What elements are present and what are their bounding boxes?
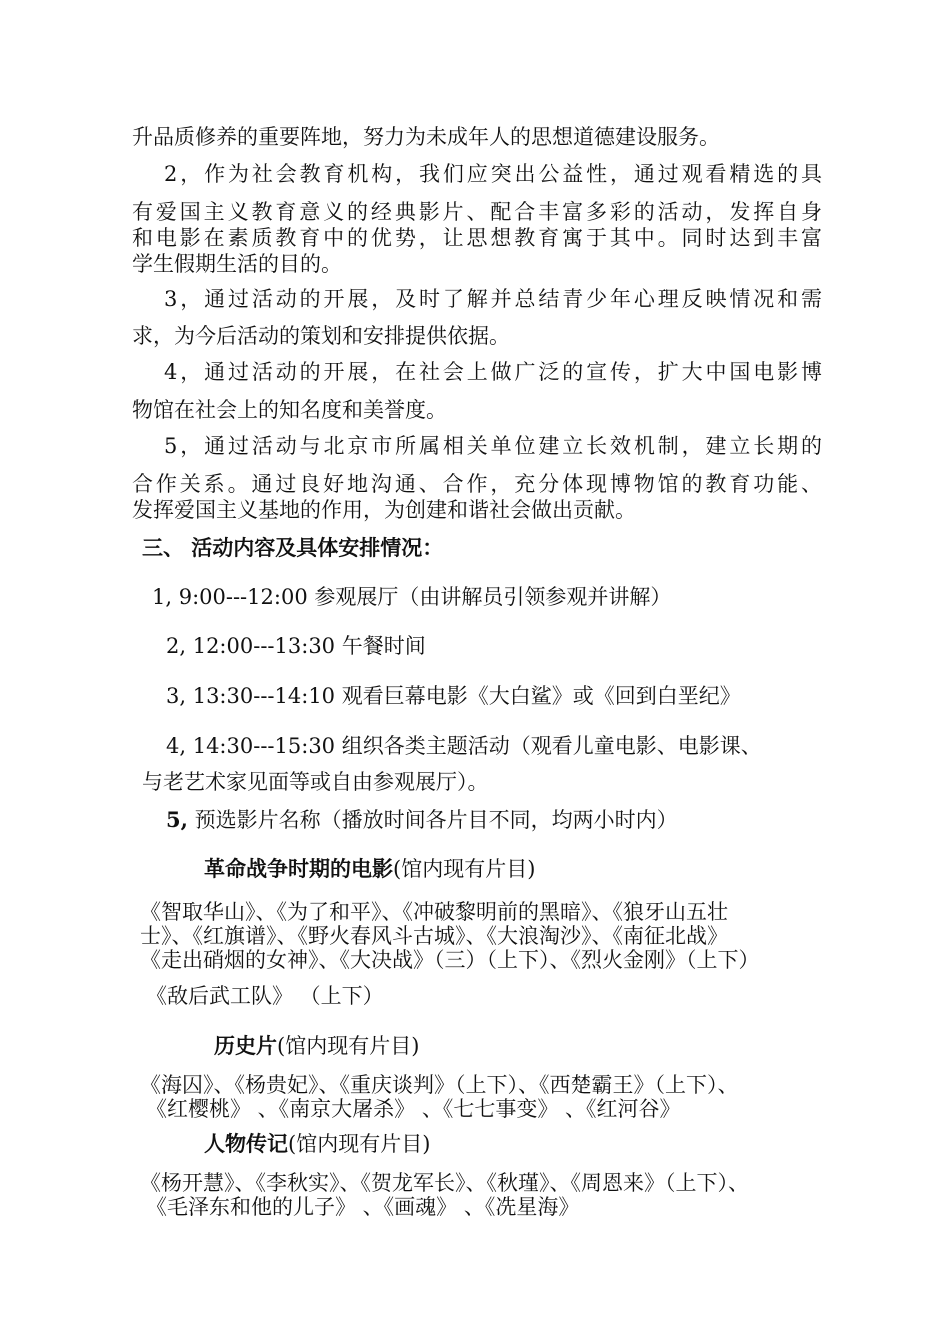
film-list-line: 《红樱桃》 、《南京大屠杀》 、《七七事变》 、《红河谷》 — [146, 1097, 681, 1121]
category-title: 革命战争时期的电影 — [204, 856, 393, 881]
schedule-item: 4, 14:30---15:30 组织各类主题活动（观看儿童电影、电影课、 — [166, 734, 762, 758]
paragraph-line: 求，为今后活动的策划和安排提供依据。 — [132, 324, 510, 348]
paragraph-line: 发挥爱国主义基地的作用，为创建和谐社会做出贡献。 — [132, 498, 636, 522]
schedule-item — [166, 806, 856, 834]
paragraph-line: 4，通过活动的开展，在社会上做广泛的宣传，扩大中国电影博 — [164, 360, 822, 384]
film-category-heading — [204, 855, 894, 883]
item-text: 预选影片名称（播放时间各片目不同，均两小时内） — [187, 808, 678, 832]
schedule-item-continued: 与老艺术家见面等或自由参观展厅）。 — [142, 770, 489, 794]
paragraph-line: 3，通过活动的开展，及时了解并总结青少年心理反映情况和需 — [164, 287, 822, 311]
film-list-line: 《敌后武工队》 （上下） — [146, 984, 384, 1008]
paragraph-line: 物馆在社会上的知名度和美誉度。 — [132, 398, 447, 422]
paragraph-line: 5，通过活动与北京市所属相关单位建立长效机制，建立长期的 — [164, 434, 822, 458]
paragraph-line: 升品质修养的重要阵地，努力为未成年人的思想道德建设服务。 — [132, 125, 720, 149]
category-note: (馆内现有片目) — [393, 857, 536, 881]
film-category-heading — [214, 1032, 904, 1060]
category-title: 人物传记 — [204, 1131, 288, 1156]
schedule-item: 1, 9:00---12:00 参观展厅（由讲解员引领参观并讲解） — [152, 585, 672, 609]
film-list-line: 《毛泽东和他的儿子》 、《画魂》 、《冼星海》 — [146, 1195, 580, 1219]
film-list-line: 《杨开慧》、《李秋实》、《贺龙军长》、《秋瑾》、《周恩来》（上下）、 — [140, 1171, 749, 1195]
film-list-line: 《走出硝烟的女神》、《大决战》（三）（上下）、《烈火金刚》（上下） — [140, 948, 760, 972]
paragraph-line: 有爱国主义教育意义的经典影片、配合丰富多彩的活动，发挥自身 — [132, 200, 822, 224]
film-list-line: 《智取华山》、《为了和平》、《冲破黎明前的黑暗》、《狼牙山五壮 — [140, 900, 728, 924]
film-category-heading — [204, 1130, 894, 1158]
category-note: (馆内现有片目) — [277, 1034, 420, 1058]
category-title: 历史片 — [214, 1033, 277, 1058]
paragraph-line: 合作关系。通过良好地沟通、合作，充分体现博物馆的教育功能、 — [132, 472, 822, 496]
category-note: (馆内现有片目) — [288, 1132, 431, 1156]
section-heading: 三、 活动内容及具体安排情况： — [142, 535, 444, 560]
item-number: 5, — [166, 807, 188, 832]
schedule-item: 3, 13:30---14:10 观看巨幕电影《大白鲨》或《回到白垩纪》 — [166, 684, 741, 708]
paragraph-line: 和电影在素质教育中的优势，让思想教育寓于其中。同时达到丰富 — [132, 226, 822, 250]
paragraph-line: 学生假期生活的目的。 — [132, 252, 342, 276]
film-list-line: 《海囚》、《杨贵妃》、《重庆谈判》（上下）、《西楚霸王》（上下）、 — [140, 1073, 739, 1097]
film-list-line: 士》、《红旗谱》、《野火春风斗古城》、《大浪淘沙》、《南征北战》 — [140, 924, 728, 948]
paragraph-line: 2，作为社会教育机构，我们应突出公益性，通过观看精选的具 — [164, 162, 822, 186]
schedule-item: 2, 12:00---13:30 午餐时间 — [166, 634, 426, 658]
